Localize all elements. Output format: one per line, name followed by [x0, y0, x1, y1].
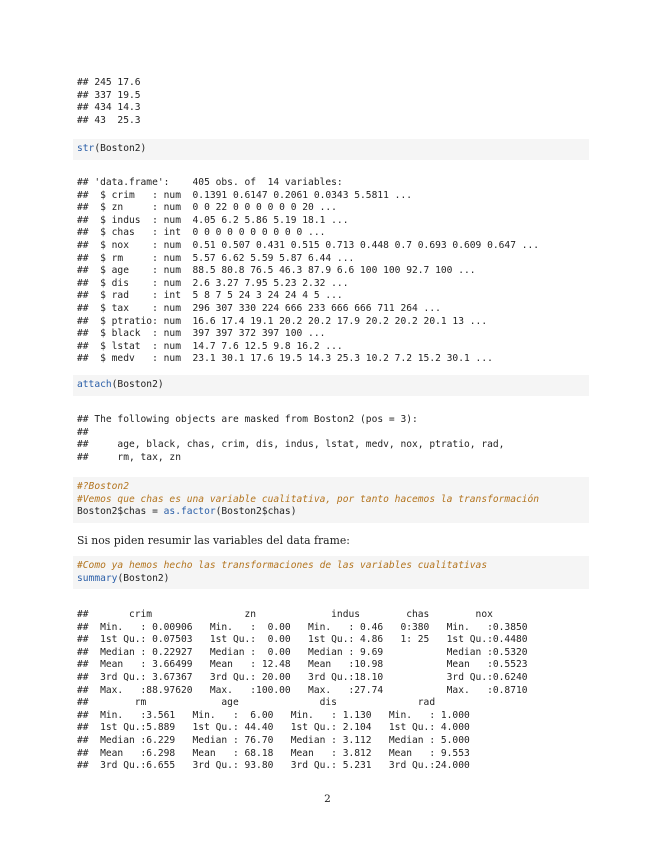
output-line: ## $ black : num 397 397 372 397 100 ...	[77, 328, 326, 340]
function-args: (Boston2$chas)	[215, 506, 297, 518]
page-number: 2	[324, 793, 331, 805]
output-line: ## Max. :88.97620 Max. :100.00 Max. :27.74 Max. :0.8710	[77, 684, 528, 696]
output-line: ## rm, tax, zn	[77, 451, 181, 463]
function-name: summary	[77, 572, 118, 584]
code-chunk-attach	[73, 375, 589, 396]
output-line: ## $ medv : num 23.1 30.1 17.6 19.5 14.3 25.3 10.2 7.2 15.2 30.1 ...	[77, 353, 493, 365]
code-line	[77, 379, 585, 392]
output-head-block	[77, 77, 580, 127]
output-line: ## rm age dis rad	[77, 697, 436, 709]
code-comment: #Como ya hemos hecho las transformaciones de las variables cualitativas	[77, 560, 488, 571]
function-name: attach	[77, 379, 112, 390]
output-line: ## 3rd Qu.:6.655 3rd Qu.: 93.80 3rd Qu.: 5.231 3rd Qu.:24.000	[77, 760, 470, 772]
output-line: ## crim zn indus chas nox	[77, 609, 493, 620]
output-line: ## Mean : 3.66499 Mean : 12.48 Mean :10.98 Mean :0.5523	[77, 659, 528, 671]
code-chunk-summary	[73, 556, 589, 589]
output-line: ## $ tax : num 296 307 330 224 666 233 666 666 711 264 ...	[77, 302, 441, 314]
output-line: ## 'data.frame': 405 obs. of 14 variables:	[77, 177, 343, 188]
prose-paragraph: Si nos piden resumir las variables del data frame:	[77, 534, 350, 547]
output-line: ## Min. :3.561 Min. : 6.00 Min. : 1.130 Min. : 1.000	[77, 709, 470, 721]
assignment-lhs: Boston2$chas =	[77, 506, 164, 518]
code-line	[77, 506, 585, 519]
code-line	[77, 573, 585, 586]
function-args: (Boston2)	[111, 379, 164, 390]
function-args: (Boston2)	[94, 143, 147, 154]
output-line: ## $ chas : int 0 0 0 0 0 0 0 0 0 0 ...	[77, 227, 326, 239]
output-line: ## 337 19.5	[77, 89, 141, 101]
output-line: ## 3rd Qu.: 3.67367 3rd Qu.: 20.00 3rd Qu.:18.10 3rd Qu.:0.6240	[77, 671, 528, 683]
output-line: ## 1st Qu.:5.889 1st Qu.: 44.40 1st Qu.: 2.104 1st Qu.: 4.000	[77, 722, 470, 734]
code-line	[77, 143, 585, 156]
output-line: ## Mean :6.298 Mean : 68.18 Mean : 3.812 Mean : 9.553	[77, 747, 470, 759]
function-name: str	[77, 143, 95, 154]
output-line: ## $ age : num 88.5 80.8 76.5 46.3 87.9 6.6 100 100 92.7 100 ...	[77, 265, 476, 277]
output-line: ## 434 14.3	[77, 102, 141, 114]
function-name: as.factor	[163, 506, 216, 518]
output-line: ## $ lstat : num 14.7 7.6 12.5 9.8 16.2 ...	[77, 340, 343, 352]
output-summary-block	[77, 609, 580, 773]
code-comment: #Vemos que chas es una variable cualitativa, por tanto hacemos la transformación	[77, 493, 540, 505]
code-comment: #?Boston2	[77, 481, 129, 492]
output-line: ## $ rm : num 5.57 6.62 5.59 5.87 6.44 ...	[77, 252, 355, 264]
output-line: ## Median :6.229 Median : 76.70 Median : 3.112 Median : 5.000	[77, 734, 470, 746]
output-line: ## 1st Qu.: 0.07503 1st Qu.: 0.00 1st Qu.: 4.86 1: 25 1st Qu.:0.4480	[77, 634, 528, 646]
code-chunk-str	[73, 139, 589, 160]
output-line: ## $ ptratio: num 16.6 17.4 19.1 20.2 20.2 17.9 20.2 20.2 20.1 13 ...	[77, 315, 488, 327]
output-line: ## 43 25.3	[77, 114, 141, 126]
output-line: ## 245 17.6	[77, 77, 141, 88]
function-args: (Boston2)	[117, 572, 170, 584]
output-line: ## Median : 0.22927 Median : 0.00 Median : 9.69 Median :0.5320	[77, 646, 528, 658]
output-line: ##	[77, 426, 89, 438]
output-line: ## $ rad : int 5 8 7 5 24 3 24 24 4 5 ...	[77, 290, 343, 302]
output-line: ## The following objects are masked from Boston2 (pos = 3):	[77, 414, 418, 425]
output-line: ## $ indus : num 4.05 6.2 5.86 5.19 18.1 ...	[77, 214, 349, 226]
output-attach-block	[77, 414, 580, 464]
output-str-block	[77, 177, 580, 366]
output-line: ## age, black, chas, crim, dis, indus, lstat, medv, nox, ptratio, rad,	[77, 439, 505, 451]
output-line: ## $ crim : num 0.1391 0.6147 0.2061 0.0343 5.5811 ...	[77, 189, 413, 201]
output-line: ## Min. : 0.00906 Min. : 0.00 Min. : 0.46 0:380 Min. :0.3850	[77, 621, 528, 633]
output-line: ## $ zn : num 0 0 22 0 0 0 0 0 0 20 ...	[77, 202, 337, 214]
code-chunk-factor	[73, 477, 589, 523]
output-line: ## $ nox : num 0.51 0.507 0.431 0.515 0.713 0.448 0.7 0.693 0.609 0.647 ...	[77, 239, 540, 251]
output-line: ## $ dis : num 2.6 3.27 7.95 5.23 2.32 ...	[77, 277, 349, 289]
